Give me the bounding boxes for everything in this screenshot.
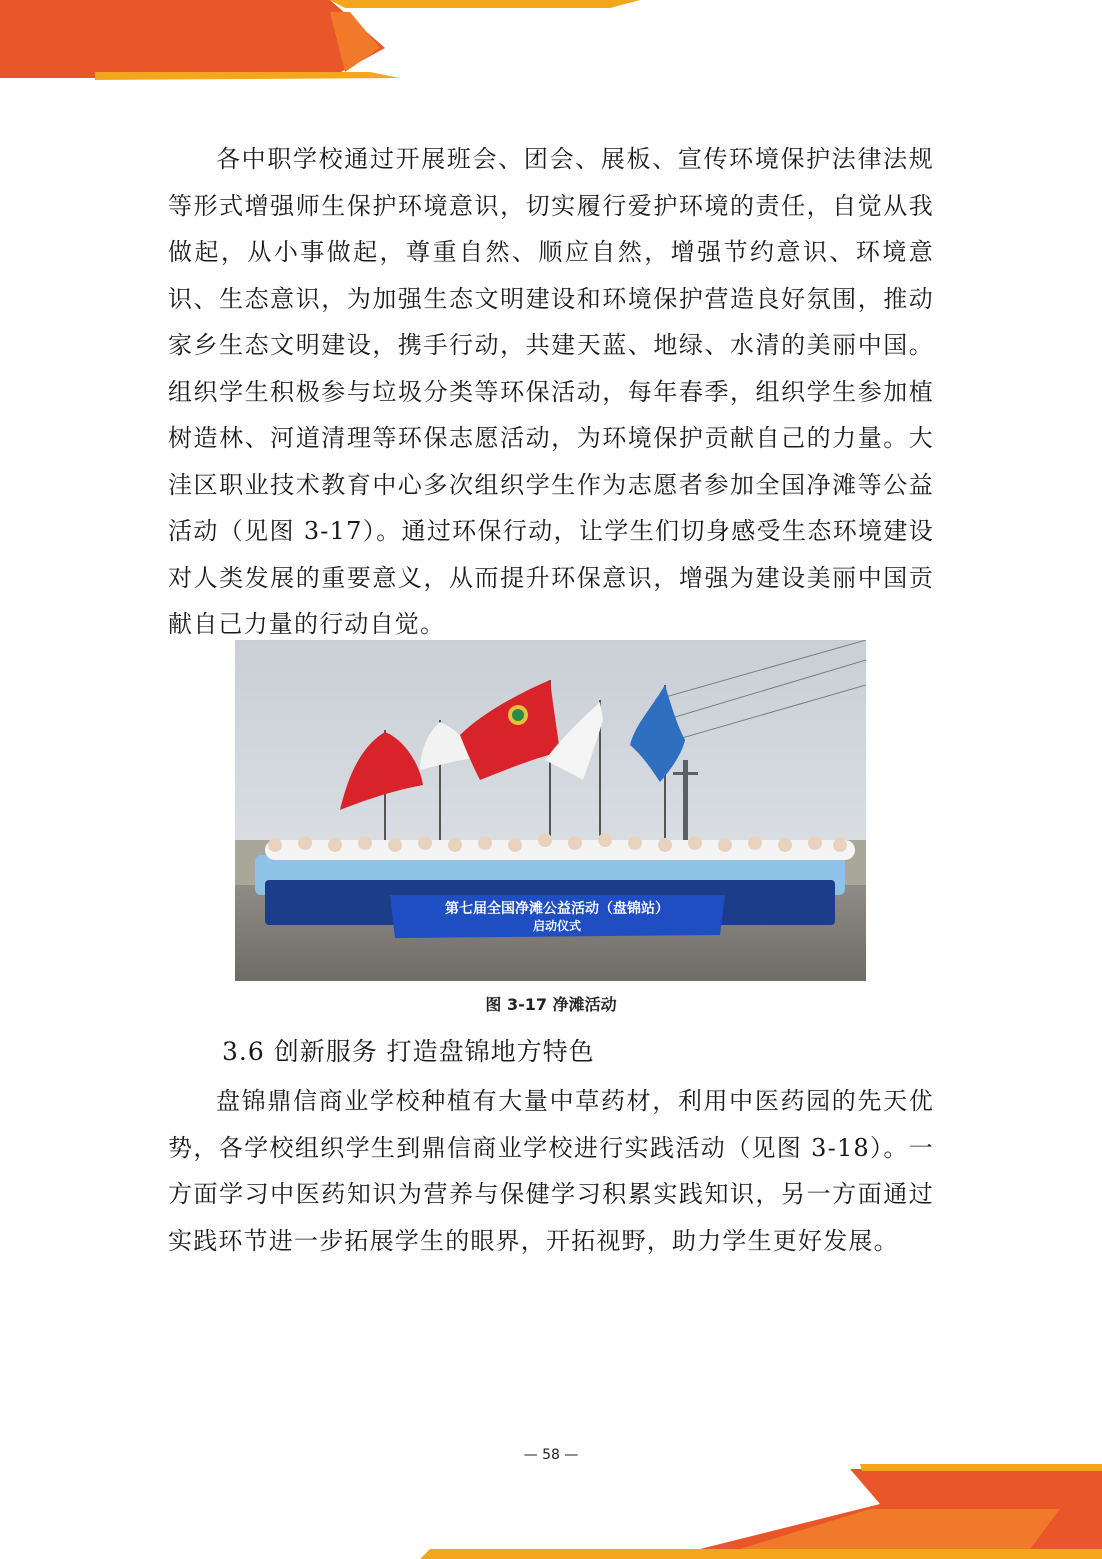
beach-cleanup-photo [235, 640, 866, 981]
footer-decoration [0, 1449, 1102, 1559]
figure-caption: 图 3-17 净滩活动 [485, 995, 617, 1014]
body-text-section-2 [168, 1078, 934, 1264]
section-heading: 3.6 创新服务 打造盘锦地方特色 [222, 1037, 595, 1066]
paragraph-tcm-garden: 盘锦鼎信商业学校种植有大量中草药材，利用中医药园的先天优势，各学校组织学生到鼎信商业学校进行实践活动（见图 3-18）。一方面学习中医药知识为营养与保健学习积累实践知识，另一方面通过实践环节进一步拓展学生的眼界，开拓视野，助力学生更好发展。 [168, 1087, 934, 1255]
body-text-section-1 [168, 136, 934, 648]
paragraph-environment: 各中职学校通过开展班会、团会、展板、宣传环境保护法律法规等形式增强师生保护环境意识，切实履行爱护环境的责任，自觉从我做起，从小事做起，尊重自然、顺应自然，增强节约意识、环境意识、生态意识，为加强生态文明建设和环境保护营造良好氛围，推动家乡生态文明建设，携手行动，共建天蓝、地绿、水清的美丽中国。组织学生积极参与垃圾分类等环保活动，每年春季，组织学生参加植树造林、河道清理等环保志愿活动，为环境保护贡献自己的力量。大洼区职业技术教育中心多次组织学生作为志愿者参加全国净滩等公益活动（见图 3-17）。通过环保行动，让学生们切身感受生态环境建设对人类发展的重要意义，从而提升环保意识，增强为建设美丽中国贡献自己力量的行动自觉。 [168, 145, 934, 638]
banner-line-2: 启动仪式 [532, 919, 582, 933]
banner-line-1: 第七届全国净滩公益活动（盘锦站） [445, 901, 669, 917]
page-number: — 58 — [523, 1447, 579, 1463]
header-decoration [0, 0, 1102, 85]
